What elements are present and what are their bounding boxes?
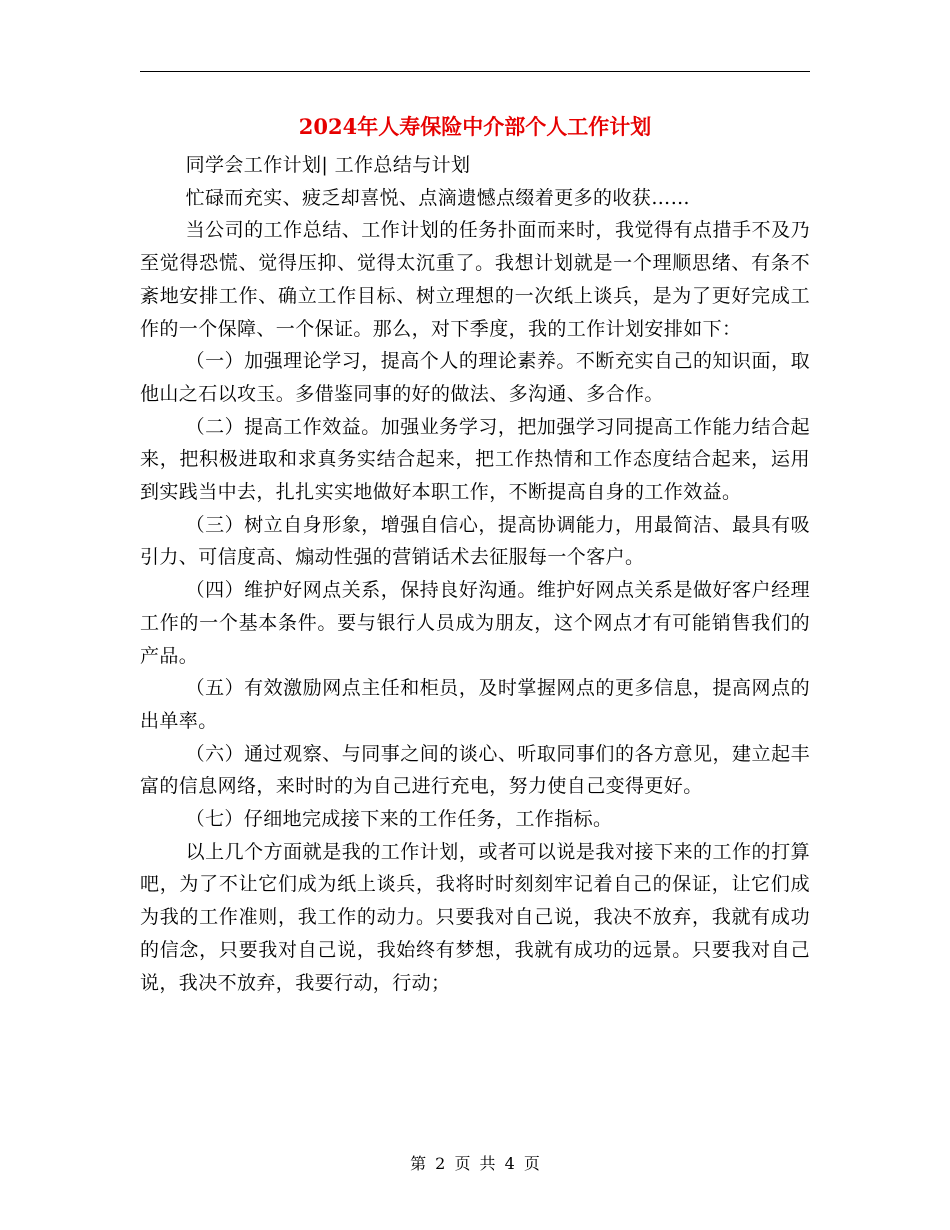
paragraph: 以上几个方面就是我的工作计划，或者可以说是我对接下来的工作的打算吧，为了不让它们成为纸上谈兵，我将时时刻刻牢记着自己的保证，让它们成为我的工作准则，我工作的动力。只要我对自己说，我决不放弃，我就有成功的信念，只要我对自己说，我始终有梦想，我就有成功的远景。只要我对自己说，我决不放弃，我要行动，行动； xyxy=(140,840,810,994)
paragraph: 同学会工作计划| 工作总结与计划 xyxy=(185,154,471,176)
paragraph: （五）有效激励网点主任和柜员，及时掌握网点的更多信息，提高网点的出单率。 xyxy=(140,677,810,732)
document-title: 2024年人寿保险中介部个人工作计划 xyxy=(298,114,652,139)
document-body xyxy=(140,149,810,999)
paragraph: （六）通过观察、与同事之间的谈心、听取同事们的各方意见，建立起丰富的信息网络，来时时的为自己进行充电，努力使自己变得更好。 xyxy=(140,742,810,798)
paragraph: 当公司的工作总结、工作计划的任务扑面而来时，我觉得有点措手不及乃至觉得恐慌、觉得压抑、觉得太沉重了。我想计划就是一个理顺思绪、有条不紊地安排工作、确立工作目标、树立理想的一次纸上谈兵，是为了更好完成工作的一个保障、一个保证。那么，对下季度，我的工作计划安排如下： xyxy=(140,219,810,340)
paragraph: （四）维护好网点关系，保持良好沟通。维护好网点关系是做好客户经理工作的一个基本条件。要与银行人员成为朋友，这个网点才有可能销售我们的产品。 xyxy=(140,579,810,667)
paragraph: （一）加强理论学习，提高个人的理论素养。不断充实自己的知识面，取他山之石以攻玉。多借鉴同事的好的做法、多沟通、多合作。 xyxy=(140,350,810,405)
paragraph: 忙碌而充实、疲乏却喜悦、点滴遗憾点缀着更多的收获…… xyxy=(185,186,690,209)
paragraph: （二）提高工作效益。加强业务学习，把加强学习同提高工作能力结合起来，把积极进取和求真务实结合起来，把工作热情和工作态度结合起来，运用到实践当中去，扎扎实实地做好本职工作，不断提高自身的工作效益。 xyxy=(140,415,810,504)
header-rule xyxy=(140,71,810,72)
paragraph: （三）树立自身形象，增强自信心，提高协调能力，用最简洁、最具有吸引力、可信度高、煽动性强的营销话术去征服每一个客户。 xyxy=(140,513,810,569)
paragraph: （七）仔细地完成接下来的工作任务，工作指标。 xyxy=(185,808,613,831)
page-footer: 第 2 页 共 4 页 xyxy=(410,1154,540,1173)
